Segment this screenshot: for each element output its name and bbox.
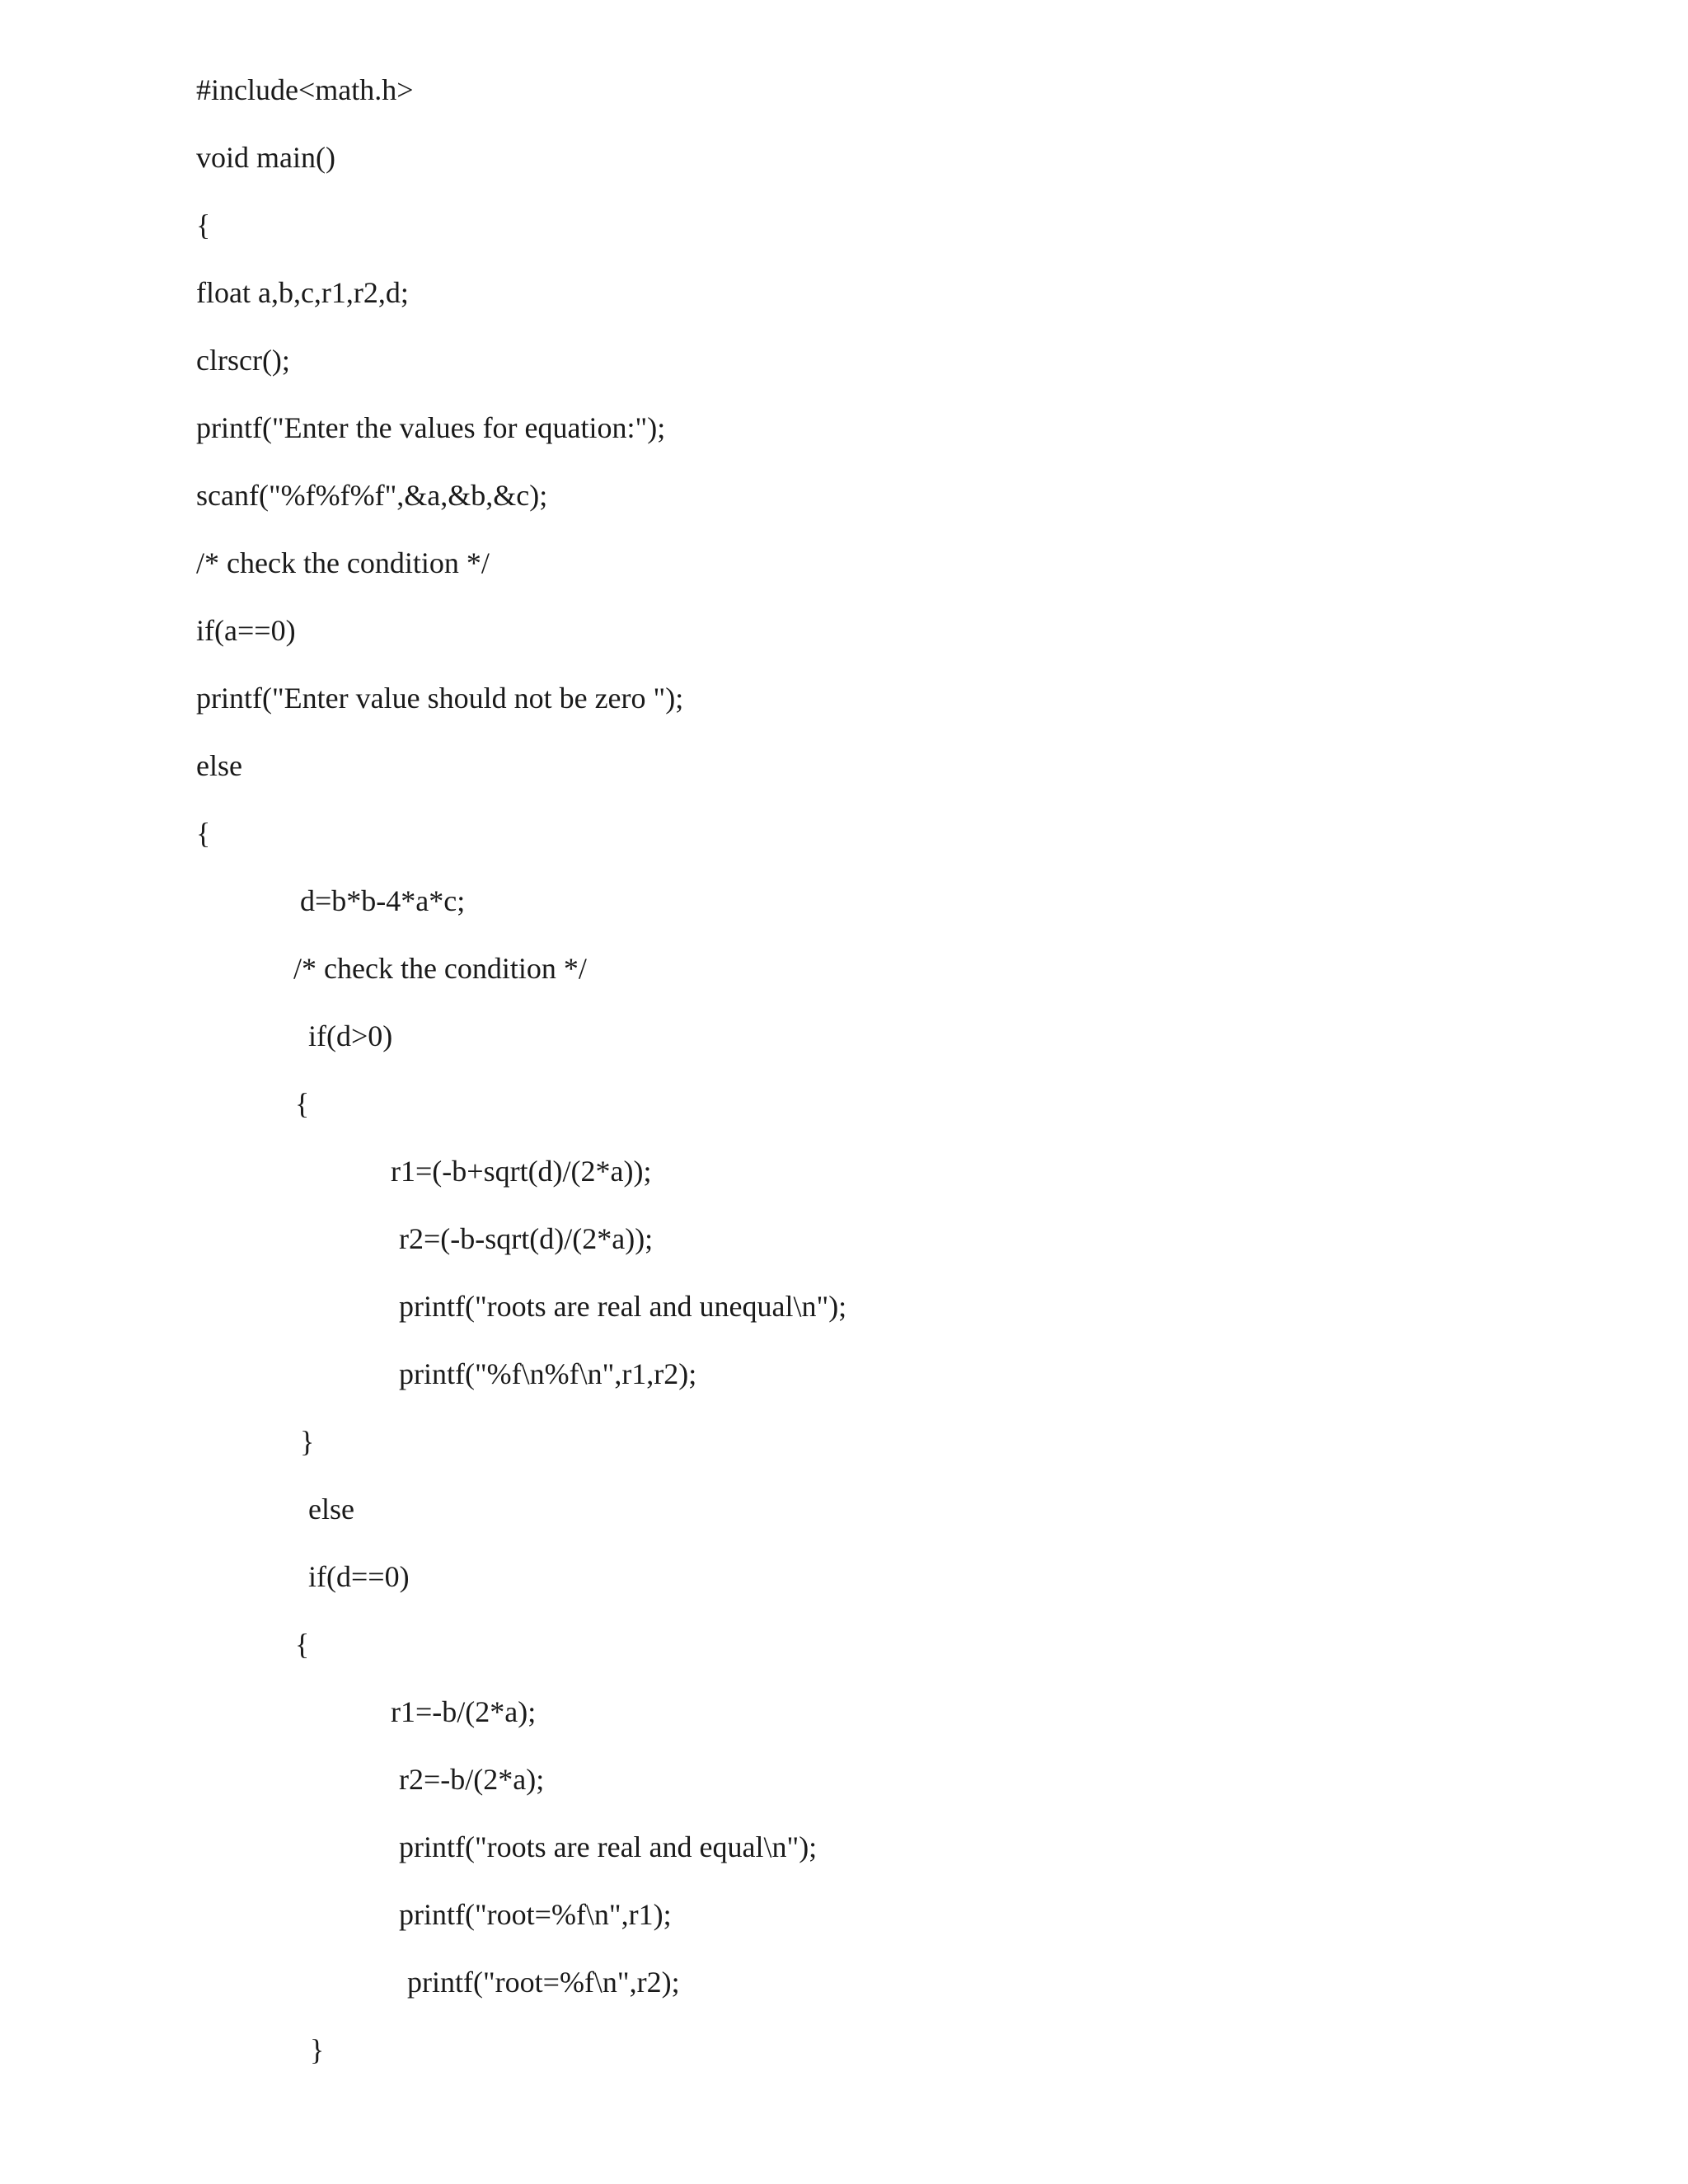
- code-line-main-signature: void main(): [196, 141, 335, 174]
- code-line-r1-equal: r1=-b/(2*a);: [391, 1695, 537, 1728]
- code-line-r1-unequal: r1=(-b+sqrt(d)/(2*a));: [391, 1155, 652, 1188]
- code-line-open-brace: {: [196, 209, 211, 241]
- code-line-if-a-zero: if(a==0): [196, 614, 296, 647]
- code-line-comment: /* check the condition */: [196, 546, 490, 579]
- code-line-printf-roots: printf("%f\n%f\n",r1,r2);: [399, 1357, 697, 1390]
- code-line-if-d-positive: if(d>0): [308, 1019, 393, 1052]
- code-line-discriminant: d=b*b-4*a*c;: [300, 884, 466, 917]
- code-line-printf-error: printf("Enter value should not be zero ");: [196, 682, 684, 715]
- code-line-include: #include<math.h>: [196, 73, 414, 106]
- code-line-r2-unequal: r2=(-b-sqrt(d)/(2*a));: [399, 1222, 654, 1255]
- code-line-if-zero-close-brace: }: [310, 2033, 325, 2066]
- code-line-else: else: [196, 749, 242, 782]
- code-line-r2-equal: r2=-b/(2*a);: [399, 1763, 545, 1796]
- code-line-printf-root-r2: printf("root=%f\n",r2);: [407, 1966, 680, 1999]
- code-line-else-inner: else: [308, 1493, 354, 1526]
- code-line-printf-equal: printf("roots are real and equal\n");: [399, 1830, 818, 1863]
- code-line-clrscr: clrscr();: [196, 344, 290, 377]
- code-line-printf-root-r1: printf("root=%f\n",r1);: [399, 1898, 672, 1931]
- code-line-if-d-zero: if(d==0): [308, 1560, 410, 1593]
- code-line-else-open-brace: {: [196, 817, 211, 850]
- code-line-if-close-brace: }: [300, 1425, 315, 1458]
- code-line-printf-prompt: printf("Enter the values for equation:");: [196, 411, 666, 444]
- code-line-comment-inner: /* check the condition */: [293, 952, 587, 985]
- code-line-if-open-brace: {: [295, 1087, 310, 1120]
- code-line-declaration: float a,b,c,r1,r2,d;: [196, 276, 409, 309]
- code-line-scanf: scanf("%f%f%f",&a,&b,&c);: [196, 479, 548, 512]
- code-line-printf-unequal: printf("roots are real and unequal\n");: [399, 1290, 847, 1323]
- code-line-if-zero-open-brace: {: [295, 1628, 310, 1661]
